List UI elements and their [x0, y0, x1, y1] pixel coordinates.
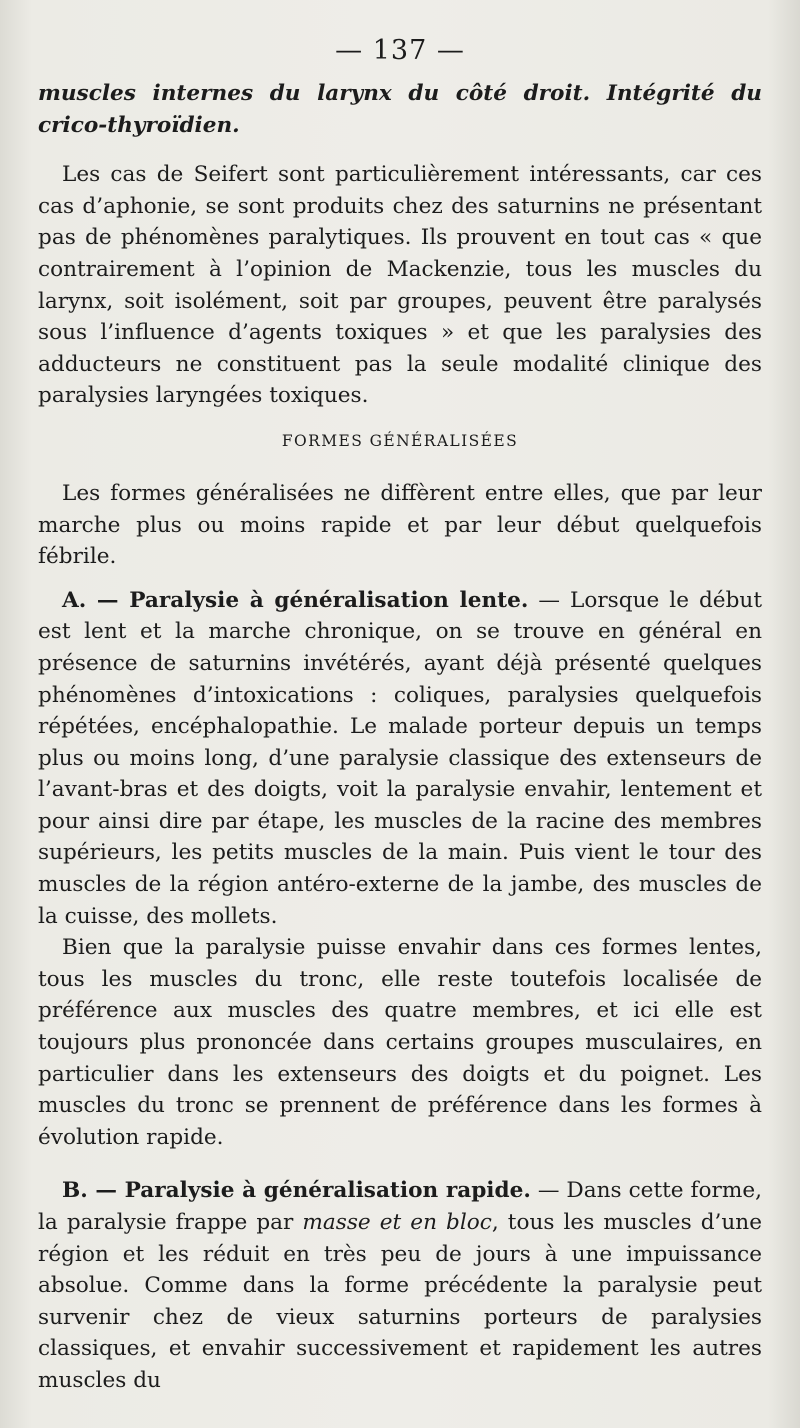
- paragraph-section-a: [38, 585, 762, 933]
- section-b-italic: masse et en bloc: [302, 1210, 492, 1235]
- continuation-text: muscles internes du larynx du côté droit. Intégrité du crico-thyroïdien.: [38, 81, 762, 138]
- section-a-text: — Lorsque le début est lent et la marche chronique, on se trouve en général en présence de saturnins invétérés, ayant déjà présenté quelques phénomènes d’intoxications : coliques, paralysies quelquefois répétées, encéphalopathie. Le malade porteur depuis un temps plus ou moins long, d’une paralysie classique des extenseurs de l’avant-bras et des doigts, voit la paralysie envahir, lentement et pour ainsi dire par étape, les muscles de la racine des membres supérieurs, les petits muscles de la main. Puis vient le tour des muscles de la région antéro-externe de la jambe, des muscles de la cuisse, des mollets.: [38, 587, 762, 929]
- paragraph-section-b: [38, 1175, 762, 1396]
- section-a-title: A. — Paralysie à généralisation lente.: [62, 587, 529, 613]
- paragraph-formes: Les formes généralisées ne diffèrent entre elles, que par leur marche plus ou moins rapide et par leur début quelquefois fébrile.: [38, 480, 762, 570]
- paragraph-tronc: Bien que la paralysie puisse envahir dans ces formes lentes, tous les muscles du tronc, elle reste toutefois localisée de préférence aux muscles des quatre membres, et ici elle est toujours plus prononcée dans certains groupes musculaires, en particulier dans les extenseurs des doigts et du poignet. Les muscles du tronc se prennent de préférence dans les formes à évolution rapide.: [38, 935, 762, 1150]
- section-heading: FORMES GÉNÉRALISÉES: [281, 431, 519, 450]
- section-b-title: B. — Paralysie à généralisation rapide.: [62, 1178, 531, 1204]
- section-b-text-after: , tous les muscles d’une région et les réduit en très peu de jours à une impuissance absolue. Comme dans la forme précédente la paralysie peut survenir chez de vieux saturnins porteurs de paralysies classiques, et envahir successivement et rapidement les autres muscles du: [38, 1210, 762, 1393]
- section-b-text-before: — Dans cette forme, la paralysie frappe par: [38, 1178, 762, 1235]
- page-number: — 137 —: [335, 35, 465, 66]
- paragraph-seifert: Les cas de Seifert sont particulièrement intéressants, car ces cas d’aphonie, se sont produits chez des saturnins ne présentant pas de phénomènes paralytiques. Ils prouvent en tout cas « que contrairement à l’opinion de Mackenzie, tous les muscles du larynx, soit isolément, soit par groupes, peuvent être paralysés sous l’influence d’agents toxiques » et que les paralysies des adducteurs ne constituent pas la seule modalité clinique des paralysies laryngées toxiques.: [38, 162, 762, 409]
